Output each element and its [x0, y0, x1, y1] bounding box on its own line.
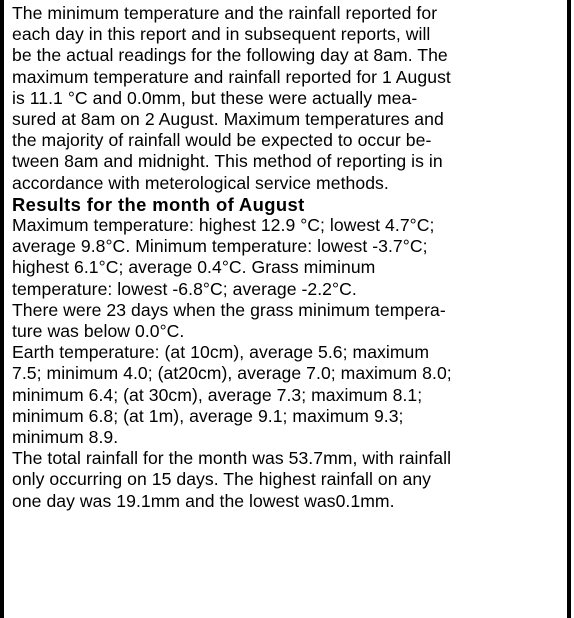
- article-body: [12, 3, 565, 512]
- earth-temperature-paragraph: Earth temperature: (at 10cm), average 5.6; maximum 7.5; minimum 4.0; (at20cm), average 7.0; maximum 8.0; minimum 6.4; (at 30cm), average 7.3; maximum 8.1; minimum 6.8; (at 1m), average 9.1; maximum 9.3; minimum 8.9.: [12, 342, 452, 448]
- right-border-rule: [567, 0, 571, 618]
- section-heading: Results for the month of August: [12, 193, 305, 215]
- intro-paragraph: The minimum temperature and the rainfall reported for each day in this report and in subsequent reports, will be the actual readings for the following day at 8am. The maximum temperature and rainfall reported for 1 August is 11.1 °C and 0.0mm, but these were actually mea- sured at 8am on 2 August. Maximum temperatures and the majority of rainfall would be expected to occur be- tween 8am and midnight. This method of reporting is in accordance with meterological service methods.: [12, 3, 451, 193]
- rainfall-paragraph: The total rainfall for the month was 53.7mm, with rainfall only occurring on 15 days. The highest rainfall on any one day was 19.1mm and the lowest was0.1mm.: [12, 448, 452, 511]
- temperature-paragraph: Maximum temperature: highest 12.9 °C; lowest 4.7°C; average 9.8°C. Minimum temperature: lowest -3.7°C; highest 6.1°C; average 0.4°C. Grass miminum temperature: lowest -6.8°C; average -2.2°C.: [12, 215, 435, 299]
- left-border-rule: [0, 0, 4, 618]
- grass-minimum-paragraph: There were 23 days when the grass minimum tempera- ture was below 0.0°C.: [12, 299, 446, 342]
